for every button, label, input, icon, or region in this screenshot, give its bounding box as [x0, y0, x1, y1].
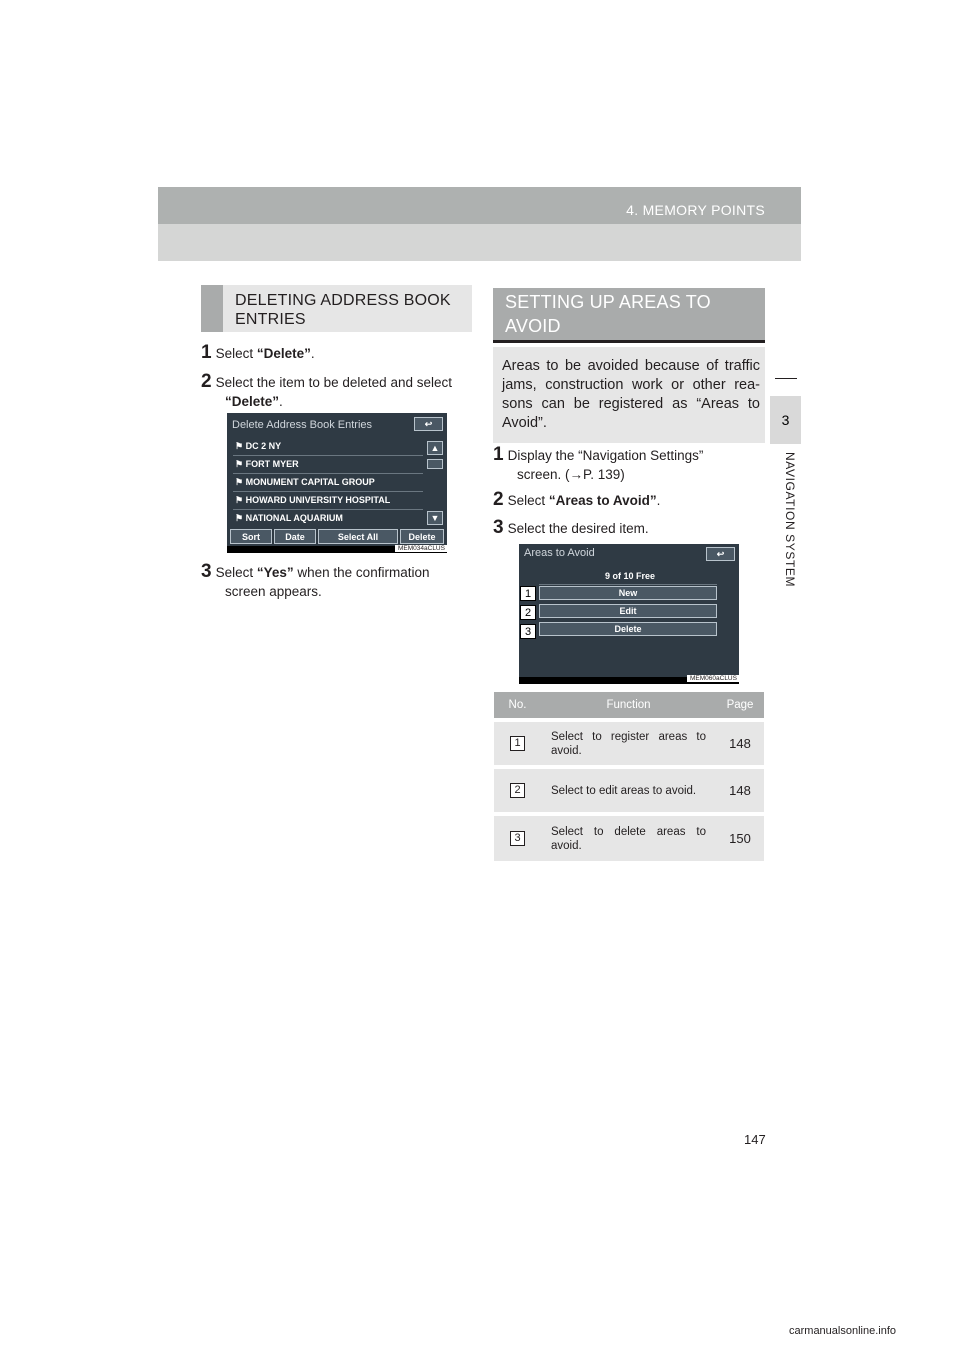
step-2	[493, 490, 660, 510]
step-keyword: “Areas to Avoid”	[548, 493, 657, 508]
step-keyword: “Yes”	[256, 565, 294, 580]
step-1	[493, 445, 765, 484]
step-number: 3	[201, 561, 212, 582]
step-3	[201, 562, 473, 601]
col-header-function: Function	[541, 692, 716, 720]
step-text: when the confirmation	[293, 565, 430, 580]
step-number: 1	[201, 342, 212, 363]
page-cell: 150	[716, 814, 764, 861]
figure-code: MEM060aCLUS	[687, 675, 740, 682]
callout-3: 3	[520, 624, 536, 639]
step-number: 1	[493, 444, 504, 465]
title-line: SETTING UP AREAS TO	[505, 292, 711, 312]
back-arrow-icon: ↩	[716, 548, 725, 559]
back-arrow-icon: ↩	[424, 418, 433, 429]
list-item[interactable]: ⚑ FORT MYER	[235, 459, 299, 469]
col-header-page: Page	[716, 692, 764, 720]
col-header-no: No.	[494, 692, 541, 720]
step-number: 2	[493, 489, 504, 510]
back-button[interactable]	[706, 547, 735, 561]
step-text: Display the “Navigation Settings”	[507, 448, 704, 463]
page-cell: 148	[716, 767, 764, 814]
header-subbar	[158, 224, 801, 261]
function-cell: Select to delete areas to avoid.	[541, 814, 716, 861]
callout-2: 2	[520, 605, 536, 620]
up-arrow-icon: ▲	[430, 443, 440, 453]
step-text: .	[656, 493, 661, 508]
date-button[interactable]: Date	[274, 529, 316, 544]
step-text: Select	[215, 346, 257, 361]
title-line: DELETING ADDRESS BOOK	[235, 292, 451, 309]
page-number: 147	[744, 1132, 766, 1147]
list-item[interactable]: ⚑ DC 2 NY	[235, 441, 282, 451]
step-number: 2	[201, 371, 212, 392]
areas-to-avoid-screen	[519, 544, 739, 684]
section-title: 4. MEMORY POINTS	[626, 202, 765, 218]
step-text: Select the item to be deleted and select	[215, 375, 452, 390]
intro-text: Areas to be avoided because of traffic jams, construction work or other rea-sons can be registered as “Areas to Avoid”.	[493, 347, 765, 443]
figure-code: MEM034aCLUS	[395, 545, 448, 552]
delete-button[interactable]: Delete	[539, 622, 717, 636]
chapter-label: NAVIGATION SYSTEM	[783, 452, 797, 588]
item-number: 3	[510, 831, 525, 846]
step-text: .	[310, 346, 315, 361]
delete-address-screen	[227, 413, 447, 553]
step-number: 3	[493, 517, 504, 538]
back-button[interactable]	[414, 417, 443, 431]
step-text: Select the desired item.	[507, 521, 649, 536]
function-table	[494, 692, 764, 861]
scrollbar-thumb[interactable]	[427, 459, 443, 469]
screen-title: Areas to Avoid	[524, 547, 595, 559]
table-row	[494, 720, 764, 767]
bookmark-icon: ⚑	[235, 477, 246, 487]
page-cell: 148	[716, 720, 764, 767]
left-section-heading	[201, 285, 472, 332]
step-text: Select	[507, 493, 549, 508]
bookmark-icon: ⚑	[235, 459, 246, 469]
item-number: 1	[510, 736, 525, 751]
screen-title: Delete Address Book Entries	[232, 419, 373, 431]
item-number: 2	[510, 783, 525, 798]
step-1	[201, 343, 315, 363]
delete-button[interactable]: Delete	[400, 529, 444, 544]
title-line: ENTRIES	[235, 311, 306, 328]
table-row	[494, 767, 764, 814]
left-section-title	[235, 291, 451, 329]
step-3	[493, 518, 649, 538]
scroll-up-button[interactable]	[427, 441, 443, 455]
bookmark-icon: ⚑	[235, 513, 246, 523]
sort-button[interactable]: Sort	[230, 529, 272, 544]
step-2	[201, 372, 473, 411]
title-line: AVOID	[505, 316, 561, 336]
step-keyword: “Delete”	[225, 394, 280, 409]
right-section-heading	[493, 288, 765, 343]
list-item[interactable]: ⚑ NATIONAL AQUARIUM	[235, 513, 343, 523]
function-cell: Select to register areas to avoid.	[541, 720, 716, 767]
edit-button[interactable]: Edit	[539, 604, 717, 618]
header-bar	[158, 187, 801, 224]
select-all-button[interactable]: Select All	[318, 529, 398, 544]
watermark: carmanualsonline.info	[789, 1325, 897, 1337]
step-text: Select	[215, 565, 257, 580]
chapter-number: 3	[770, 396, 801, 444]
step-keyword: “Delete”	[256, 346, 311, 361]
new-button[interactable]: New	[539, 586, 717, 600]
step-text: screen. (→P. 139)	[517, 467, 625, 482]
bookmark-icon: ⚑	[235, 441, 246, 451]
bookmark-icon: ⚑	[235, 495, 246, 505]
callout-1: 1	[520, 586, 536, 601]
list-item[interactable]: ⚑ MONUMENT CAPITAL GROUP	[235, 477, 375, 487]
scroll-down-button[interactable]	[427, 511, 443, 525]
heading-tab	[201, 285, 223, 332]
list-item[interactable]: ⚑ HOWARD UNIVERSITY HOSPITAL	[235, 495, 391, 505]
step-text: .	[279, 394, 283, 409]
right-section-title	[505, 290, 711, 338]
table-row	[494, 814, 764, 861]
down-arrow-icon: ▼	[430, 513, 440, 523]
side-tab-rule	[775, 378, 797, 379]
status-text: 9 of 10 Free	[605, 571, 656, 581]
step-text: screen appears.	[225, 584, 322, 599]
function-cell: Select to edit areas to avoid.	[541, 767, 716, 814]
